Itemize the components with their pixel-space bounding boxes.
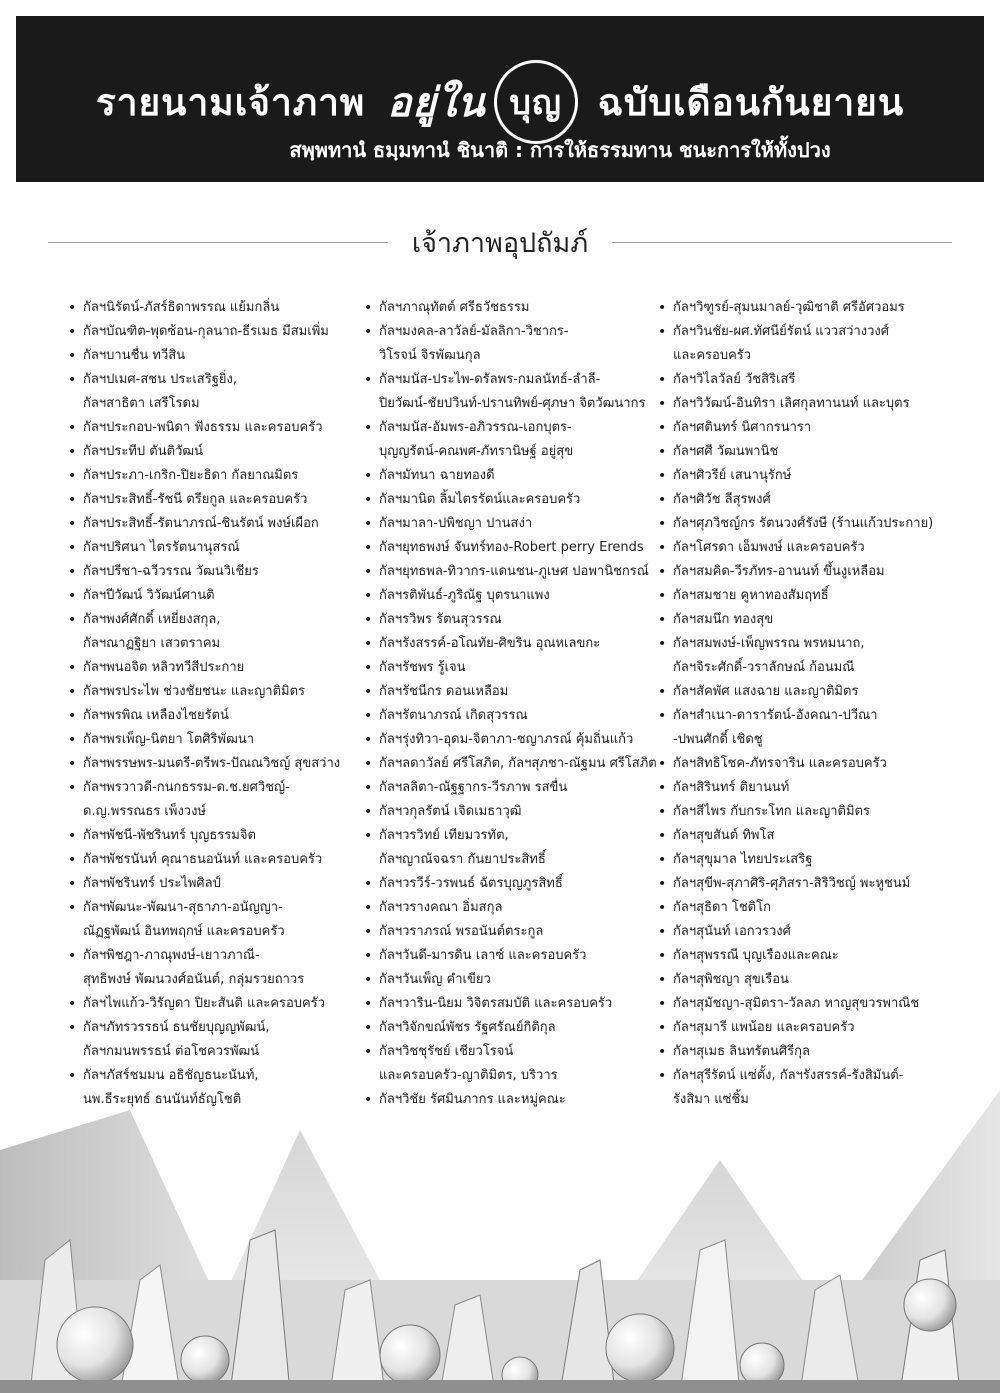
donor-entry-line: • กัลฯประกอบ-พนิดา ฟังธรรม และครอบครัว [83, 420, 323, 435]
section-heading [0, 222, 1000, 262]
donor-entry [658, 488, 968, 512]
header-banner [16, 16, 984, 182]
logo-circle [494, 60, 578, 144]
donor-entry [658, 560, 968, 584]
donor-entry-line: • กัลฯสุขสันต์ ทิพโส [673, 828, 775, 843]
donor-entry [364, 464, 654, 488]
donor-entry-line: • กัลฯรัตนาภรณ์ เกิดสุวรรณ [379, 708, 528, 723]
donor-entry [364, 752, 657, 776]
donor-entry-line: • กัลฯสุพรรณี บุญเรืองและคณะ [673, 948, 839, 963]
donor-entry [658, 680, 968, 704]
donor-entry [68, 368, 358, 416]
donor-entry [68, 512, 358, 536]
donor-entry-line: • กัลฯวรวีร์-วรพนธ์ ฉัตรบุญภูรสิทธิ์ [379, 876, 563, 891]
logo-circle-text: บุญ [509, 83, 562, 123]
donor-entry [68, 488, 358, 512]
donor-entry [68, 584, 358, 608]
donor-entry-line: • กัลฯวราภรณ์ พรอนันต์ตระกูล [379, 924, 544, 939]
donor-entry-line: • กัลฯวันดี-มารดิน เลาซ์ และครอบครัว [379, 948, 587, 963]
donor-entry [658, 392, 968, 416]
donor-entry [658, 536, 968, 560]
donor-entry [658, 440, 968, 464]
donor-entry-line: • กัลฯสำเนา-ดารารัตน์-อังคณา-ปวีณา [673, 708, 878, 723]
donor-entry [364, 1040, 654, 1088]
donor-entry-line: • กัลฯภัสร์ชมมน อธิชัญธนะนันท์, [83, 1068, 259, 1083]
donor-entry-line: และครอบครัว-ญาติมิตร, บริวาร [379, 1068, 558, 1083]
donor-entry-line: • กัลฯวกุลรัตน์ เจิดเมธาวุฒิ [379, 804, 522, 819]
crystal-bubble [904, 1279, 956, 1331]
donor-entry [68, 896, 358, 944]
donor-entry [364, 632, 654, 656]
donor-entry [364, 944, 654, 968]
donor-entry-line: • กัลฯพรวาวดี-กนกธรรม-ด.ช.ยศวิชญ์- [83, 780, 290, 795]
donor-entry-line: • กัลฯสมชาย คูหาทองสัมฤทธิ์ [673, 588, 829, 603]
donor-entry [364, 584, 654, 608]
donor-entry [658, 608, 968, 632]
donor-entry-line: • กัลฯลดาวัลย์ ศรีโสภิต, กัลฯสุภชา-ณัฐมน ศรีโสภิต [379, 756, 657, 771]
crystal-bubble [181, 1336, 229, 1384]
header-title [16, 60, 984, 144]
donor-entry-line: • กัลฯพัชนี-พัชรินทร์ บุญธรรมจิต [83, 828, 256, 843]
donor-entry-line: • กัลฯพัฒนะ-พัฒนา-สุธาภา-อนัญญา- [83, 900, 283, 915]
donor-entry-line: กัลฯกมนพรรธน์ ต่อโชควรพัฒน์ [83, 1044, 260, 1059]
donor-entry [68, 776, 358, 824]
donor-entry [364, 416, 654, 464]
donor-entry [68, 992, 358, 1016]
donor-entry-line: • กัลฯวิไลวัลย์ วัชสิริเสรี [673, 372, 796, 387]
donor-entry-line: • กัลฯวิฑูรย์-สุมนมาลย์-วุฒิชาติ ศรีอัศวอมร [673, 300, 905, 315]
donor-entry [658, 776, 968, 800]
donor-entry-line: • กัลฯสุมัชญา-สุมิตรา-วัลลภ หาญสุขวรพาณิช [673, 996, 920, 1011]
donor-entry-line: • กัลฯสุรีรัตน์ แซ่ตั้ง, กัลฯรังสรรค์-รังสิมันต์- [673, 1068, 904, 1083]
donor-entry-line: • กัลฯประภา-เกริก-ปิยะธิดา กัลยาณมิตร [83, 468, 299, 483]
donor-entry-line: วิโรจน์ จิรพัฒนกุล [379, 348, 481, 363]
donor-entry-line: • กัลฯพรเพ็ญ-นิตยา โตศิริพัฒนา [83, 732, 255, 747]
donor-entry-line: ปิยวัฒน์-ชัยปวินท์-ปรานทิพย์-ศุภษา จิตวัฒนากร [379, 396, 646, 411]
donor-entry [68, 824, 358, 848]
donor-entry [364, 872, 654, 896]
donor-entry-line: • กัลฯมานิต ลิ้มไตรรัตน์และครอบครัว [379, 492, 581, 507]
donor-entry [364, 1016, 654, 1040]
header-title-right: ฉบับเดือนกันยายน [597, 80, 905, 124]
donor-column-2 [364, 296, 657, 1112]
donor-entry-line: • กัลฯสัคพัศ แสงฉาย และญาติมิตร [673, 684, 859, 699]
donor-entry [68, 656, 358, 680]
donor-entry-line: • กัลฯสิทธิโชค-ภัทรจาริน และครอบครัว [673, 756, 887, 771]
donor-entry-line: • กัลฯปเมศ-สชน ประเสริฐยิ่ง, [83, 372, 237, 387]
donor-entry [658, 1016, 968, 1040]
donor-entry [68, 728, 358, 752]
donor-entry [68, 944, 358, 992]
donor-entry [364, 776, 654, 800]
donor-entry-line: • กัลฯรัชพร รู้เจน [379, 660, 466, 675]
donor-entry-line: • กัลฯสุธิดา โชติโก [673, 900, 771, 915]
donor-entry [364, 320, 654, 368]
donor-entry-line: นพ.ธีระยุทธ์ ธนนันท์ธัญโชติ [83, 1092, 242, 1107]
donor-entry [658, 416, 968, 440]
donor-entry-line: รังสิมา แซ่ชิ้ม [673, 1092, 749, 1107]
crystal-bubble [380, 1325, 440, 1385]
donor-entry-line: • กัลฯสีไพร กับกระโทก และญาติมิตร [673, 804, 870, 819]
header-title-left: รายนามเจ้าภาพ [95, 80, 366, 124]
donor-entry [658, 512, 968, 536]
donor-entry [658, 632, 968, 680]
donor-entry-line: ด.ญ.พรรณธร เพ็งวงษ์ [83, 804, 207, 819]
crystal-mountain-scenery [0, 1090, 1000, 1393]
donor-entry-line: • กัลฯวรางคณา อิ่มสกุล [379, 900, 503, 915]
donor-entry-line: • กัลฯมัทนา ฉายทองดี [379, 468, 495, 483]
donor-entry [68, 344, 358, 368]
donor-column-1 [68, 296, 358, 1112]
donor-entry-line: • กัลฯพงศ์ศักดิ์ เหยี่ยงสกุล, [83, 612, 221, 627]
donor-entry-line: • กัลฯไพแก้ว-วิรัญดา ปิยะสันติ และครอบครัว [83, 996, 326, 1011]
scenery-illustration [0, 1090, 1000, 1393]
crystal-bubble [606, 1314, 674, 1382]
donor-entry-line: • กัลฯภัทรวรรธน์ ธนชัยบุญญพัฒน์, [83, 1020, 270, 1035]
donor-entry [364, 800, 654, 824]
magazine-logo [387, 60, 577, 144]
donor-entry-line: • กัลฯวันเพ็ญ คำเขียว [379, 972, 491, 987]
donor-entry [364, 296, 654, 320]
donor-entry-line: • กัลฯวาริน-นิยม วิจิตรสมบัติ และครอบครัว [379, 996, 613, 1011]
donor-entry [68, 1016, 358, 1064]
donor-entry [68, 536, 358, 560]
donor-entry [68, 560, 358, 584]
donor-entry-line: • กัลฯพรประไพ ช่วงชัยชนะ และญาติมิตร [83, 684, 306, 699]
donor-entry-line: • กัลฯพรพิณ เหลืองไชยรัตน์ [83, 708, 229, 723]
donor-entry-line: และครอบครัว [673, 348, 752, 363]
donor-entry [68, 872, 358, 896]
donor-entry [68, 440, 358, 464]
donor-entry-line: • กัลฯพัชรนันท์ คุณาธนอนันท์ และครอบครัว [83, 852, 323, 867]
donor-entry [68, 296, 358, 320]
donor-entry [364, 536, 654, 560]
donor-entry-line: • กัลฯศุภวิชญ์กร รัตนวงศ์รังษี (ร้านแก้วประกาย) [673, 516, 934, 531]
donor-entry-line: กัลฯณาฏฐิยา เสวตราคม [83, 636, 221, 651]
donor-entry-line: • กัลฯยุทธพล-ทิวากร-แดนชน-ภูเษศ ปอพานิชกรณ์ [379, 564, 649, 579]
donor-entry-line: • กัลฯลลิตา-ณัฐฐากร-วีรภาพ รสขื่น [379, 780, 568, 795]
donor-entry-line: • กัลฯมาลา-ปพิชญา ปานสง่า [379, 516, 533, 531]
donor-entry-line: • กัลฯโศรดา เอ็มพงษ์ และครอบครัว [673, 540, 865, 555]
donor-entry [68, 848, 358, 872]
donor-entry-line: • กัลฯปีวัฒน์ วิวัฒน์ศานติ [83, 588, 215, 603]
donor-entry-line: • กัลฯพัชรินทร์ ประไพศิลป์ [83, 876, 221, 891]
crystal-bubble [57, 1307, 133, 1383]
donor-entry [364, 992, 654, 1016]
donor-entry-line: บุญญรัตน์-คณพศ-ภัทรานิษฐ์ อยู่สุข [379, 444, 574, 459]
donor-entry-line: • กัลฯสุขุมาล ไทยประเสริฐ [673, 852, 813, 867]
donor-entry-line: • กัลฯรัชนีกร ดอนเหลือม [379, 684, 509, 699]
donor-entry [364, 896, 654, 920]
donor-entry [364, 560, 654, 584]
donor-entry-line: • กัลฯสมพงษ์-เพ็ญพรรณ พรหมนาถ, [673, 636, 865, 651]
donor-entry [658, 584, 968, 608]
donor-entry-line: • กัลฯบัณฑิต-พุดซ้อน-กุลนาถ-ธีรเมธ มีสมเพิ่ม [83, 324, 329, 339]
donor-entry-line: • กัลฯสุเมธ ลินทรัตนศิรีกุล [673, 1044, 810, 1059]
donor-entry [68, 416, 358, 440]
donor-entry [68, 608, 358, 656]
heading-rule-right [612, 242, 952, 243]
donor-entry-line: • กัลฯศิวรีย์ เสนานุรักษ์ [673, 468, 792, 483]
donor-entry [658, 896, 968, 920]
donor-entry-line: • กัลฯวิชชุรัชย์ เชียวโรจน์ [379, 1044, 514, 1059]
donor-entry [364, 824, 654, 872]
donor-entry [364, 656, 654, 680]
donor-entry [658, 920, 968, 944]
donor-entry-line: • กัลฯมนัส-อัมพร-อภิวรรณ-เอกบุตร- [379, 420, 572, 435]
donor-entry [364, 608, 654, 632]
donor-entry [68, 704, 358, 728]
donor-entry [68, 320, 358, 344]
donor-entry-line: • กัลฯสิรินทร์ ติยานนท์ [673, 780, 790, 795]
donor-entry [658, 464, 968, 488]
donor-entry [658, 992, 968, 1016]
donor-entry-line: • กัลฯวิจักขณ์พัชร รัฐศรัณย์กิติกุล [379, 1020, 556, 1035]
donor-entry-line: • กัลฯรุ่งทิวา-อุดม-จิตาภา-ชญาภรณ์ คุ้มถิ่นแก้ว [379, 732, 634, 747]
donor-entry [364, 680, 654, 704]
donor-entry-line: • กัลฯวินชัย-ผศ.ทัศนีย์รัตน์ แววสว่างวงศ์ [673, 324, 889, 339]
header-subtitle: สพฺพทานํ ธมฺมทานํ ชินาติ : การให้ธรรมทาน ชนะการให้ทั้งปวง [289, 138, 831, 162]
donor-entry-line: -ปพนศักดิ์ เชิดชู [673, 732, 763, 747]
donor-entry-line: ณัฏฐพัฒน์ อินทพฤกษ์ และครอบครัว [83, 924, 285, 939]
donor-entry [658, 1040, 968, 1064]
donor-column-3 [658, 296, 968, 1112]
donor-entry [68, 752, 358, 776]
donor-entry [364, 920, 654, 944]
donor-entry [658, 824, 968, 848]
donor-entry-line: • กัลฯรติพันธ์-ภูริณัฐ บุตรนาแพง [379, 588, 550, 603]
donor-entry-line: • กัลฯศตินทร์ นิศากรนารา [673, 420, 812, 435]
donor-entry [658, 872, 968, 896]
donor-entry-line: • กัลฯมงคล-ลาวัลย์-มัลลิกา-วิชากร- [379, 324, 569, 339]
donor-entry-line: • กัลฯสุพิชญา สุขเรือน [673, 972, 789, 987]
donor-entry-line: • กัลฯรวิพร รัตนสุวรรณ [379, 612, 502, 627]
donor-entry-line: • กัลฯวิวัฒน์-อินทิรา เลิศกุลทานนท์ และบุตร [673, 396, 910, 411]
donor-entry [364, 704, 654, 728]
donor-entry-line: • กัลฯศศี วัฒนพานิช [673, 444, 779, 459]
section-title: เจ้าภาพอุปถัมภ์ [411, 227, 589, 259]
donor-entry [68, 464, 358, 488]
donor-entry-line: • กัลฯสมคิด-วีรภัทร-อานนท์ ขึ้นงูเหลือม [673, 564, 885, 579]
donor-entry-line: สุทธิพงษ์ พัฒนวงศ์อนันต์, กลุ่มรวยถาวร [83, 972, 305, 987]
donor-entry-line: • กัลฯวิชัย รัศมินภากร และหมู่คณะ [379, 1092, 566, 1107]
donor-entry-line: • กัลฯพนอจิต หลิวทวีสีประกาย [83, 660, 245, 675]
donor-entry [658, 368, 968, 392]
donor-entry [658, 848, 968, 872]
donor-entry-line: • กัลฯยุทธพงษ์ จันทร์ทอง-Robert perry Erends [379, 540, 644, 555]
donor-entry [658, 944, 968, 968]
donor-entry-line: • กัลฯปรีชา-ฉวีวรรณ วัฒนวิเชียร [83, 564, 259, 579]
donor-entry [364, 968, 654, 992]
donor-entry-line: กัลฯสาธิตา เสรีโรดม [83, 396, 200, 411]
donor-entry-line: • กัลฯประสิทธิ์-รัชนี ตรียกูล และครอบครัว [83, 492, 308, 507]
donor-entry-line: • กัลฯวรวิทย์ เทียมวรทัต, [379, 828, 509, 843]
donor-entry-line: • กัลฯประสิทธิ์-รัตนาภรณ์-ชินรัตน์ พงษ์เผือก [83, 516, 319, 531]
donor-entry [658, 320, 968, 368]
donor-entry-line: • กัลฯนิรัตน์-ภัสร์ธิดาพรรณ แย้มกลิ่น [83, 300, 280, 315]
donor-entry [364, 368, 654, 416]
donor-entry [68, 680, 358, 704]
donor-entry-line: • กัลฯมนัส-ประไพ-ดรัลพร-กมลนัทธ์-ลำลี- [379, 372, 601, 387]
donor-entry-line: • กัลฯพิชฎา-ภาณุพงษ์-เยาวภาณี- [83, 948, 260, 963]
donor-entry [364, 512, 654, 536]
donor-entry-line: • กัลฯสุมารี แพน้อย และครอบครัว [673, 1020, 855, 1035]
donor-entry-line: • กัลฯประทีป ตันติวัฒน์ [83, 444, 204, 459]
donor-entry [364, 728, 654, 752]
donor-entry [658, 704, 968, 752]
donor-entry-line: • กัลฯปริศนา ไตรรัตนานุสรณ์ [83, 540, 240, 555]
crystal-ground [0, 1380, 1000, 1393]
heading-rule-left [48, 242, 388, 243]
donor-entry-line: • กัลฯบานชื่น ทวีสิน [83, 348, 186, 363]
donor-entry-line: • กัลฯสุนันท์ เอกวรวงศ์ [673, 924, 791, 939]
donor-entry-line: กัลฯจิระศักดิ์-วราลักษณ์ ก้อนมณี [673, 660, 855, 675]
donor-entry [658, 296, 968, 320]
donor-entry-line: • กัลฯพรรษพร-มนตรี-ตรีพร-ปัณณวิชญ์ สุขสว่าง [83, 756, 341, 771]
donor-entry [658, 968, 968, 992]
donor-entry [658, 752, 968, 776]
donor-entry-line: • กัลฯสมนึก ทองสุข [673, 612, 774, 627]
donor-entry-line: กัลฯญาณัจฉรา กันยาประสิทธิ์ [379, 852, 546, 867]
donor-entry [658, 800, 968, 824]
donor-entry-line: • กัลฯสุขีพ-สุภาศิริ-ศุภิสรา-สิริวิชญ์ พะหูชนม์ [673, 876, 911, 891]
donor-entry-line: • กัลฯรังสรรค์-อโณทัย-ศิขริน อุณหเลขกะ [379, 636, 601, 651]
logo-script-text: อยู่ใน [387, 79, 486, 126]
donor-entry [364, 488, 654, 512]
donor-entry-line: • กัลฯภาณุทัตต์ ศรีธวัชธรรม [379, 300, 530, 315]
donor-entry-line: • กัลฯศิวัช ลีสุรพงศ์ [673, 492, 771, 507]
